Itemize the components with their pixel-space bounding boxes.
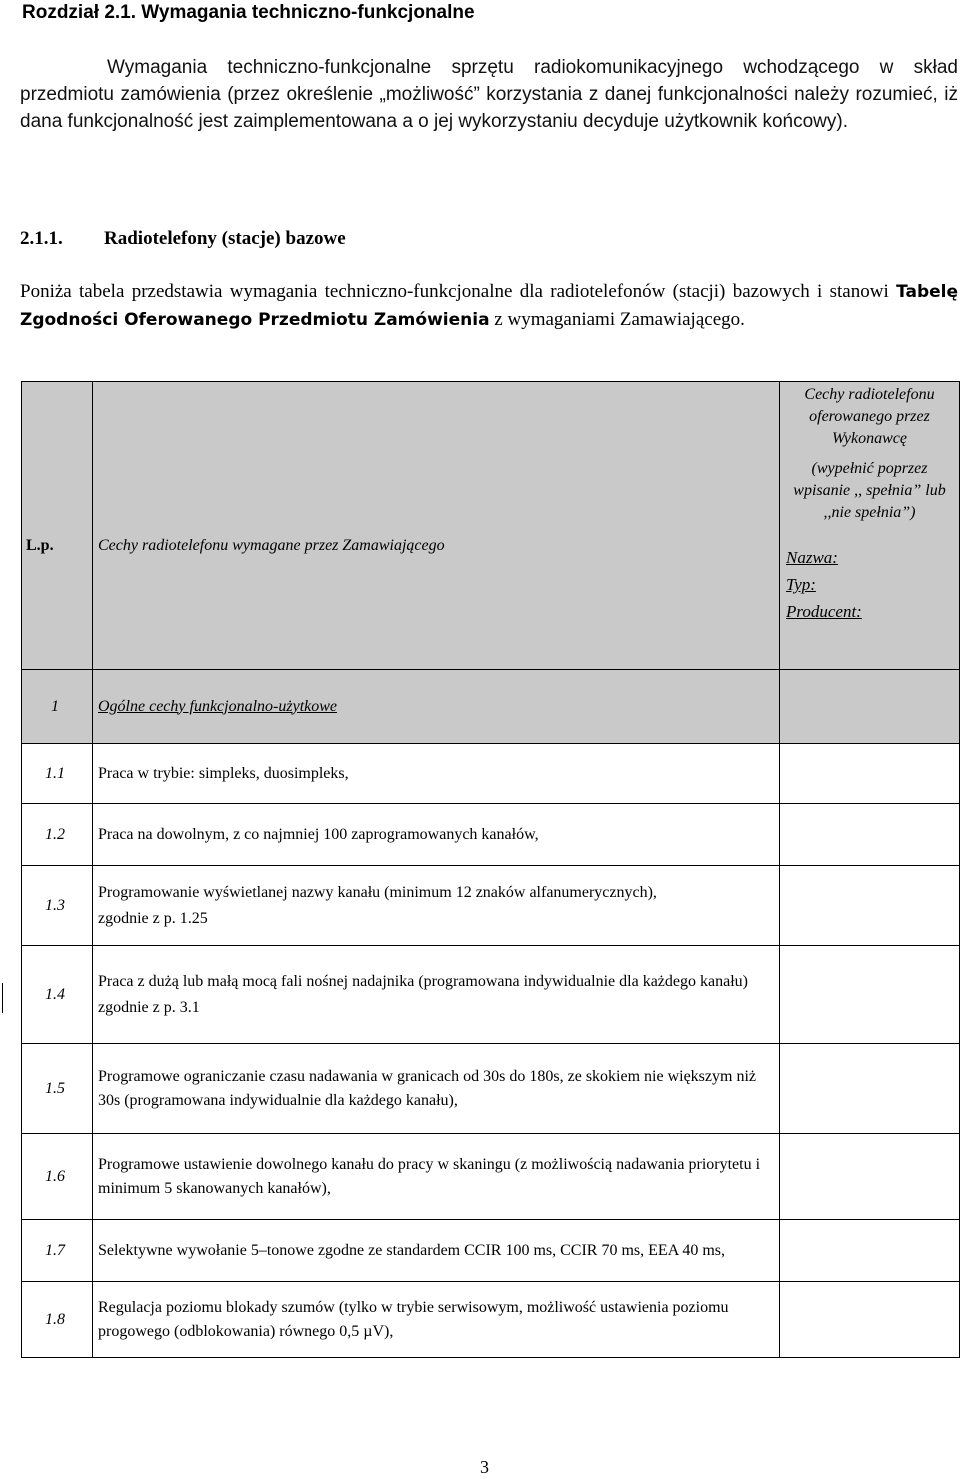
header-required: Cechy radiotelefonu wymagane przez Zamawiającego bbox=[93, 382, 780, 670]
requirement-line: Praca w trybie: simpleks, duosimpleks, bbox=[98, 764, 349, 782]
row-compliance-cell[interactable] bbox=[780, 1282, 960, 1358]
lead-paragraph bbox=[20, 278, 958, 334]
table-row bbox=[22, 1220, 960, 1282]
row-requirement bbox=[93, 804, 780, 866]
row-compliance-cell[interactable] bbox=[780, 1044, 960, 1134]
requirement-line: zgodnie z p. 1.25 bbox=[98, 909, 208, 927]
header-offered bbox=[780, 382, 960, 670]
lead-after: z wymaganiami Zamawiającego. bbox=[489, 309, 745, 330]
header-product-ids bbox=[786, 544, 953, 625]
requirement-line: Programowe ustawienie dowolnego kanału do pracy w skaningu (z możliwością nadawania priorytetu i minimum 5 skanowanych kanałów), bbox=[98, 1155, 761, 1197]
table-row bbox=[22, 744, 960, 804]
section-number: 2.1.1. bbox=[20, 228, 63, 249]
requirement-line: Regulacja poziomu blokady szumów (tylko w trybie serwisowym, możliwość ustawienia poziomu progowego (odblokowania) równego 0,5 µV), bbox=[98, 1298, 729, 1340]
table-row bbox=[22, 946, 960, 1044]
row-compliance-cell[interactable] bbox=[780, 1220, 960, 1282]
header-offered-note: (wypełnić poprzez wpisanie ,, spełnia” lub ,,nie spełnia”) bbox=[793, 460, 946, 521]
group-offer-cell bbox=[780, 670, 960, 744]
chapter-title: Rozdział 2.1. Wymagania techniczno-funkcjonalne bbox=[22, 2, 475, 23]
row-number: 1.3 bbox=[22, 866, 93, 946]
group-title bbox=[93, 670, 780, 744]
row-number: 1.8 bbox=[22, 1282, 93, 1358]
row-requirement bbox=[93, 866, 780, 946]
table-header-row bbox=[22, 382, 960, 670]
table-row bbox=[22, 1134, 960, 1220]
row-requirement bbox=[93, 1044, 780, 1134]
row-number: 1.1 bbox=[22, 744, 93, 804]
row-number: 1.4 bbox=[22, 946, 93, 1044]
group-title-text: Ogólne cechy funkcjonalno-użytkowe bbox=[98, 697, 338, 715]
row-number: 1.7 bbox=[22, 1220, 93, 1282]
row-requirement bbox=[93, 1282, 780, 1358]
header-offered-title: Cechy radiotelefonu oferowanego przez Wykonawcę bbox=[804, 386, 935, 447]
requirement-line: Praca na dowolnym, z co najmniej 100 zaprogramowanych kanałów, bbox=[98, 825, 539, 843]
row-compliance-cell[interactable] bbox=[780, 866, 960, 946]
header-lp: L.p. bbox=[22, 382, 93, 670]
row-requirement bbox=[93, 946, 780, 1044]
producer-label: Producent: bbox=[786, 602, 862, 621]
requirement-line: zgodnie z p. 3.1 bbox=[98, 998, 200, 1016]
row-compliance-cell[interactable] bbox=[780, 744, 960, 804]
row-compliance-cell[interactable] bbox=[780, 804, 960, 866]
table-row bbox=[22, 866, 960, 946]
lead-bold: Tabelę Zgodności Oferowanego Przedmiotu Zamówienia bbox=[20, 282, 958, 330]
row-number: 1.5 bbox=[22, 1044, 93, 1134]
table-row bbox=[22, 1044, 960, 1134]
section-heading bbox=[20, 228, 346, 250]
intro-paragraph: Wymagania techniczno-funkcjonalne sprzętu radiokomunikacyjnego wchodzącego w skład przedmiotu zamówienia (przez określenie „możliwość” korzystania z danej funkcjonalności należy rozumieć, iż dana funkcjonalność jest zaimplementowana a o jej wykorzystaniu decyduje użytkownik końcowy). bbox=[20, 57, 958, 132]
requirement-line: Praca z dużą lub małą mocą fali nośnej nadajnika (programowana indywidualnie dla każdego kanału) bbox=[98, 972, 748, 990]
group-number: 1 bbox=[22, 670, 93, 744]
group-row bbox=[22, 670, 960, 744]
name-label: Nazwa: bbox=[786, 548, 838, 567]
requirement-line: Programowe ograniczanie czasu nadawania w granicach od 30s do 180s, ze skokiem nie większym niż 30s (programowana indywidualnie dla każdego kanału), bbox=[98, 1067, 756, 1109]
row-compliance-cell[interactable] bbox=[780, 1134, 960, 1220]
requirements-table bbox=[21, 381, 960, 1358]
table-row bbox=[22, 804, 960, 866]
row-requirement bbox=[93, 1134, 780, 1220]
row-number: 1.2 bbox=[22, 804, 93, 866]
page-number: 3 bbox=[480, 1457, 489, 1477]
row-compliance-cell[interactable] bbox=[780, 946, 960, 1044]
row-number: 1.6 bbox=[22, 1134, 93, 1220]
lead-before: Poniża tabela przedstawia wymagania techniczno-funkcjonalne dla radiotelefonów (stacji) bazowych i stanowi bbox=[20, 281, 897, 302]
row-requirement bbox=[93, 1220, 780, 1282]
requirement-line: Selektywne wywołanie 5–tonowe zgodne ze standardem CCIR 100 ms, CCIR 70 ms, EEA 40 ms, bbox=[98, 1241, 726, 1259]
table-row bbox=[22, 1282, 960, 1358]
section-title: Radiotelefony (stacje) bazowe bbox=[104, 228, 346, 249]
change-bar bbox=[2, 983, 3, 1013]
requirement-line: Programowanie wyświetlanej nazwy kanału (minimum 12 znaków alfanumerycznych), bbox=[98, 883, 657, 901]
row-requirement bbox=[93, 744, 780, 804]
type-label: Typ: bbox=[786, 575, 816, 594]
